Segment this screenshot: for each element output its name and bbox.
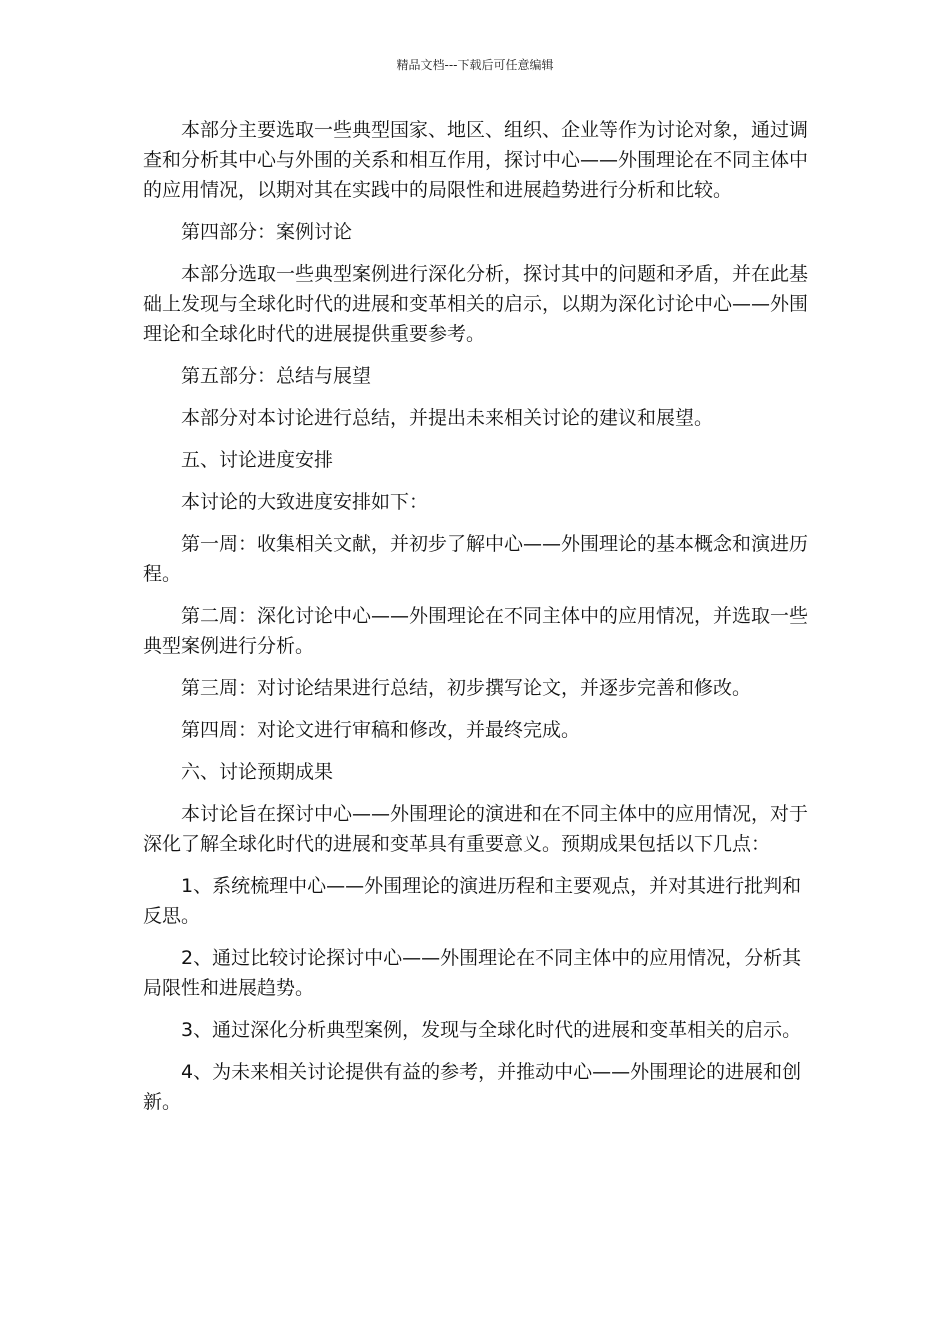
expected-result-item-3: 3、通过深化分析典型案例，发现与全球化时代的进展和变革相关的启示。 [181, 1019, 802, 1041]
schedule-item-week-1: 第一周：收集相关文献，并初步了解中心——外围理论的基本概念和演进历程。 [143, 533, 809, 585]
expected-result-item-1: 1、系统梳理中心——外围理论的演进历程和主要观点，并对其进行批判和反思。 [143, 875, 802, 927]
expected-result-item-4: 4、为未来相关讨论提供有益的参考，并推动中心——外围理论的进展和创新。 [143, 1061, 802, 1113]
section-heading-part-five: 第五部分：总结与展望 [181, 365, 372, 387]
paragraph-schedule-intro: 本讨论的大致进度安排如下： [181, 491, 429, 513]
section-heading-schedule: 五、讨论进度安排 [181, 449, 334, 471]
page-header: 精品文档---下载后可任意编辑 [396, 58, 554, 72]
expected-result-item-2: 2、通过比较讨论探讨中心——外围理论在不同主体中的应用情况，分析其局限性和进展趋势。 [143, 947, 802, 999]
section-heading-part-four: 第四部分：案例讨论 [181, 221, 353, 243]
paragraph-summary: 本部分对本讨论进行总结，并提出未来相关讨论的建议和展望。 [181, 407, 714, 429]
schedule-item-week-4: 第四周：对论文进行审稿和修改，并最终完成。 [181, 719, 581, 741]
schedule-item-week-3: 第三周：对讨论结果进行总结，初步撰写论文，并逐步完善和修改。 [181, 677, 752, 699]
schedule-item-week-2: 第二周：深化讨论中心——外围理论在不同主体中的应用情况，并选取一些典型案例进行分析。 [143, 605, 809, 657]
paragraph-expected-intro: 本讨论旨在探讨中心——外围理论的演进和在不同主体中的应用情况，对于深化了解全球化时代的进展和变革具有重要意义。预期成果包括以下几点： [143, 803, 809, 855]
paragraph-scope-intro: 本部分主要选取一些典型国家、地区、组织、企业等作为讨论对象，通过调查和分析其中心与外围的关系和相互作用，探讨中心——外围理论在不同主体中的应用情况，以期对其在实践中的局限性和进展趋势进行分析和比较。 [143, 119, 809, 201]
section-heading-expected-results: 六、讨论预期成果 [181, 761, 334, 783]
paragraph-case-study: 本部分选取一些典型案例进行深化分析，探讨其中的问题和矛盾，并在此基础上发现与全球化时代的进展和变革相关的启示，以期为深化讨论中心——外围理论和全球化时代的进展提供重要参考。 [143, 263, 809, 345]
document-body [143, 115, 808, 1129]
